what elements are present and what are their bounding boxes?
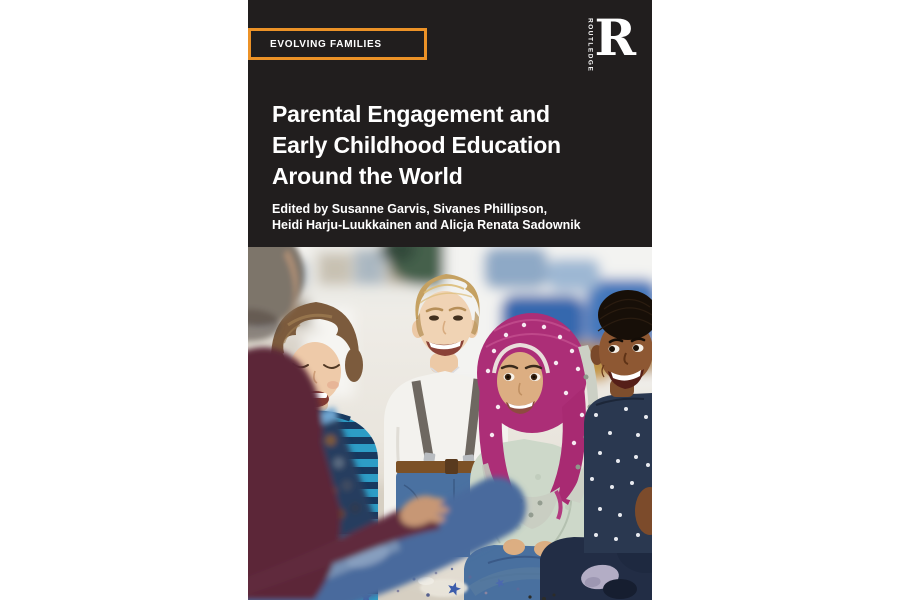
editors-line-1: Edited by Susanne Garvis, Sivanes Phillipson,: [272, 202, 548, 216]
book-cover: [248, 0, 652, 600]
series-label: EVOLVING FAMILIES: [270, 38, 382, 50]
publisher-monogram-icon: R: [594, 8, 636, 67]
book-title: [272, 99, 561, 192]
editors-credit: [272, 202, 581, 233]
routledge-logo: [586, 8, 636, 73]
cover-header: [248, 0, 652, 247]
cover-photo-illustration: [248, 247, 652, 600]
publisher-name: ROUTLEDGE: [586, 18, 594, 73]
title-line-3: Around the World: [272, 163, 463, 189]
series-banner: [248, 28, 427, 60]
title-line-1: Parental Engagement and: [272, 101, 550, 127]
title-line-2: Early Childhood Education: [272, 132, 561, 158]
cover-photo: [248, 247, 652, 600]
editors-line-2: Heidi Harju-Luukkainen and Alicja Renata Sadownik: [272, 217, 581, 232]
